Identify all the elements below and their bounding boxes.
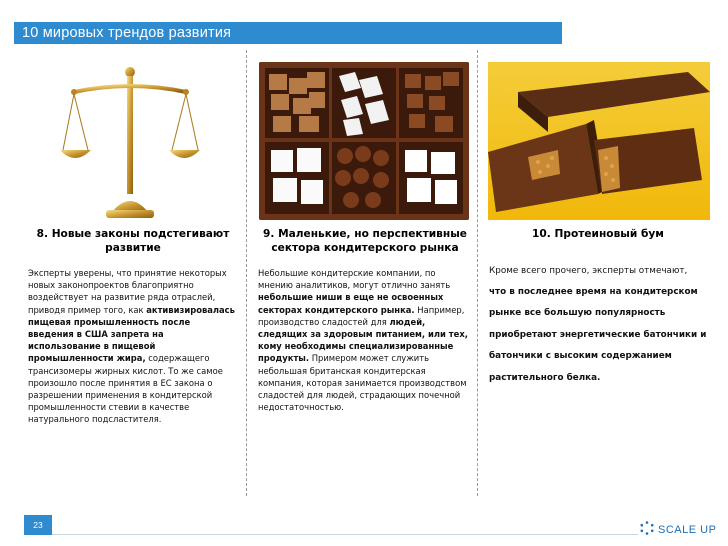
column-divider-right	[477, 50, 478, 496]
scaleup-logo-text: SCALE UP	[658, 523, 717, 536]
trend-column-8	[28, 228, 238, 426]
trend-heading-9: 9. Маленькие, но перспективные сектора кондитерского рынка	[263, 228, 467, 254]
trend-text-8	[28, 267, 238, 426]
bold-text-run: людей, следящих за здоровым питанием, или тех, кому необходимы специализированные продукты.	[258, 316, 468, 364]
bold-text-run: небольшие ниши в еще не освоенных секторах кондитерского рынка.	[258, 292, 444, 315]
bold-text-run: что в последнее время на кондитерском рынке все большую популярность приобретают энергетические батончики и батончики с высоким содержанием растительного белка.	[489, 286, 707, 383]
confectionery-box-image	[259, 62, 469, 220]
trend-column-9	[258, 228, 472, 413]
trend-heading-10: 10. Протеиновый бум	[532, 228, 664, 240]
footer-divider	[52, 534, 638, 535]
column-divider-left	[246, 50, 247, 496]
scaleup-logo	[640, 520, 716, 539]
bold-text-run: активизировалась пищевая промышленность после введения в США запрета на использование в пищевой промышленности жира,	[28, 304, 235, 364]
slide-title: 10 мировых трендов развития	[14, 22, 562, 44]
balance-scale-image	[60, 62, 200, 222]
protein-bars-image	[488, 62, 710, 220]
trend-text-10	[489, 261, 707, 389]
text-run: Например, производство сладостей для	[258, 304, 465, 327]
trend-heading-8: 8. Новые законы подстегивают развитие	[36, 228, 230, 254]
text-run: Кроме всего прочего, эксперты отмечают,	[489, 265, 688, 276]
text-run: содержащего трансизомеры жирных кислот. То же самое произошло после принятия в ЕС закона о разрешении применения в кондитерской промышленности стевии в качестве натурального подсластителя.	[28, 353, 223, 425]
text-run: Небольшие кондитерские компании, по мнению аналитиков, могут отлично занять	[258, 268, 451, 291]
trend-column-10	[489, 228, 707, 389]
text-run: Примером может служить небольшая британская кондитерская компания, которая занимается производством сладостей для людей, страдающих почечной недостаточностью.	[258, 353, 467, 413]
text-run: Эксперты уверены, что принятие некоторых новых законопроектов благоприятно воздействует на развитие ряда отраслей, приводя пример того, как	[28, 268, 227, 315]
scaleup-logo-icon	[640, 520, 654, 539]
page-number: 23	[24, 515, 52, 535]
trend-text-9	[258, 267, 472, 413]
